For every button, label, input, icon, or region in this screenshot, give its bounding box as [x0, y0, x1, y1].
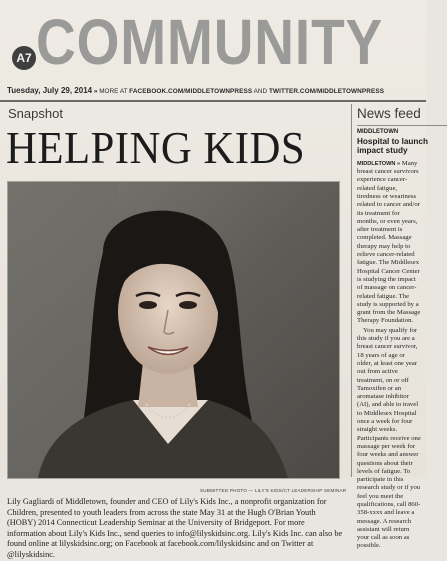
column-divider: [351, 104, 352, 477]
issue-date: Tuesday, July 29, 2014: [7, 86, 93, 95]
news-feed-paragraph-1: Many breast cancer survivors experience cancer-related fatigue, tiredness or weariness related to cancer and/or its treatment for months, or even years, after treatment is completed. Massage therapy may help to relieve cancer-related fatigue. The Middlesex Hospital Cancer Center is studying the impact of massage on cancer-related fatigue. The study is supported by a grant from the Massage Therapy Foundation.: [357, 159, 421, 325]
page-number-badge: A7: [12, 46, 36, 70]
facebook-link[interactable]: FACEBOOK.COM/MIDDLETOWNPRESS: [129, 88, 253, 95]
news-feed-title: News feed: [357, 106, 421, 121]
news-feed-paragraph-2: You may qualify for this study if you are a breast cancer survivor, 18 years of age or older, at least one year out from active treatment, on or off Tamoxifen or an aromatase inhibitor (AI), and able to travel to Middlesex Hospital once a week for four straight weeks. Participants receive one massage per week for four weeks and answer questions about their levels of fatigue. To participate in this research study or if you feel you meet the qualifications, call 860-358-xxxx and leave a message. A research assistant will return your call as soon as possible.: [357, 326, 421, 550]
news-feed-headline: Hospital to launch impact study: [357, 137, 428, 156]
news-feed-dateline: MIDDLETOWN: [357, 129, 399, 135]
masthead: [0, 0, 426, 82]
dateline-separator: »: [93, 88, 100, 95]
photo-caption: Lily Gagliardi of Middletown, founder and CEO of Lily's Kids Inc., a nonprofit organization for Children, presented to youth leaders from across the state May 31 at the Hugh O'Brian Youth (HOBY) 2014 Connecticut Leadership Seminar at the University of Bridgeport. For more information about Lily's Kids Inc., send queries to info@lilyskidsinc.org. Lily's Kids Inc. can also be found online at lilyskidsinc.org; on Facebook at facebook.com/lilyskidsinc and on Twitter at @lilyskidsinc.: [7, 497, 343, 559]
story-headline: HELPING KIDS: [6, 122, 306, 173]
news-feed-column: [357, 102, 428, 550]
story-photo: [7, 181, 340, 479]
portrait-illustration: [8, 182, 339, 478]
news-feed-lead: MIDDLETOWN »: [357, 160, 401, 167]
section-title: COMMUNITY: [36, 6, 384, 78]
photo-credit: SUBMITTED PHOTO — LILY'S KIDS/CT LEADERSHIP SEMINAR: [200, 488, 347, 493]
twitter-link[interactable]: TWITTER.COM/MIDDLETOWNPRESS: [268, 88, 385, 95]
news-feed-rule: [357, 125, 447, 126]
and-label: AND: [253, 88, 268, 95]
story-kicker: Snapshot: [8, 106, 63, 121]
more-at-label: MORE AT: [99, 88, 128, 95]
dateline: [7, 84, 421, 98]
news-feed-body: [357, 160, 421, 551]
story-column: [0, 102, 347, 559]
